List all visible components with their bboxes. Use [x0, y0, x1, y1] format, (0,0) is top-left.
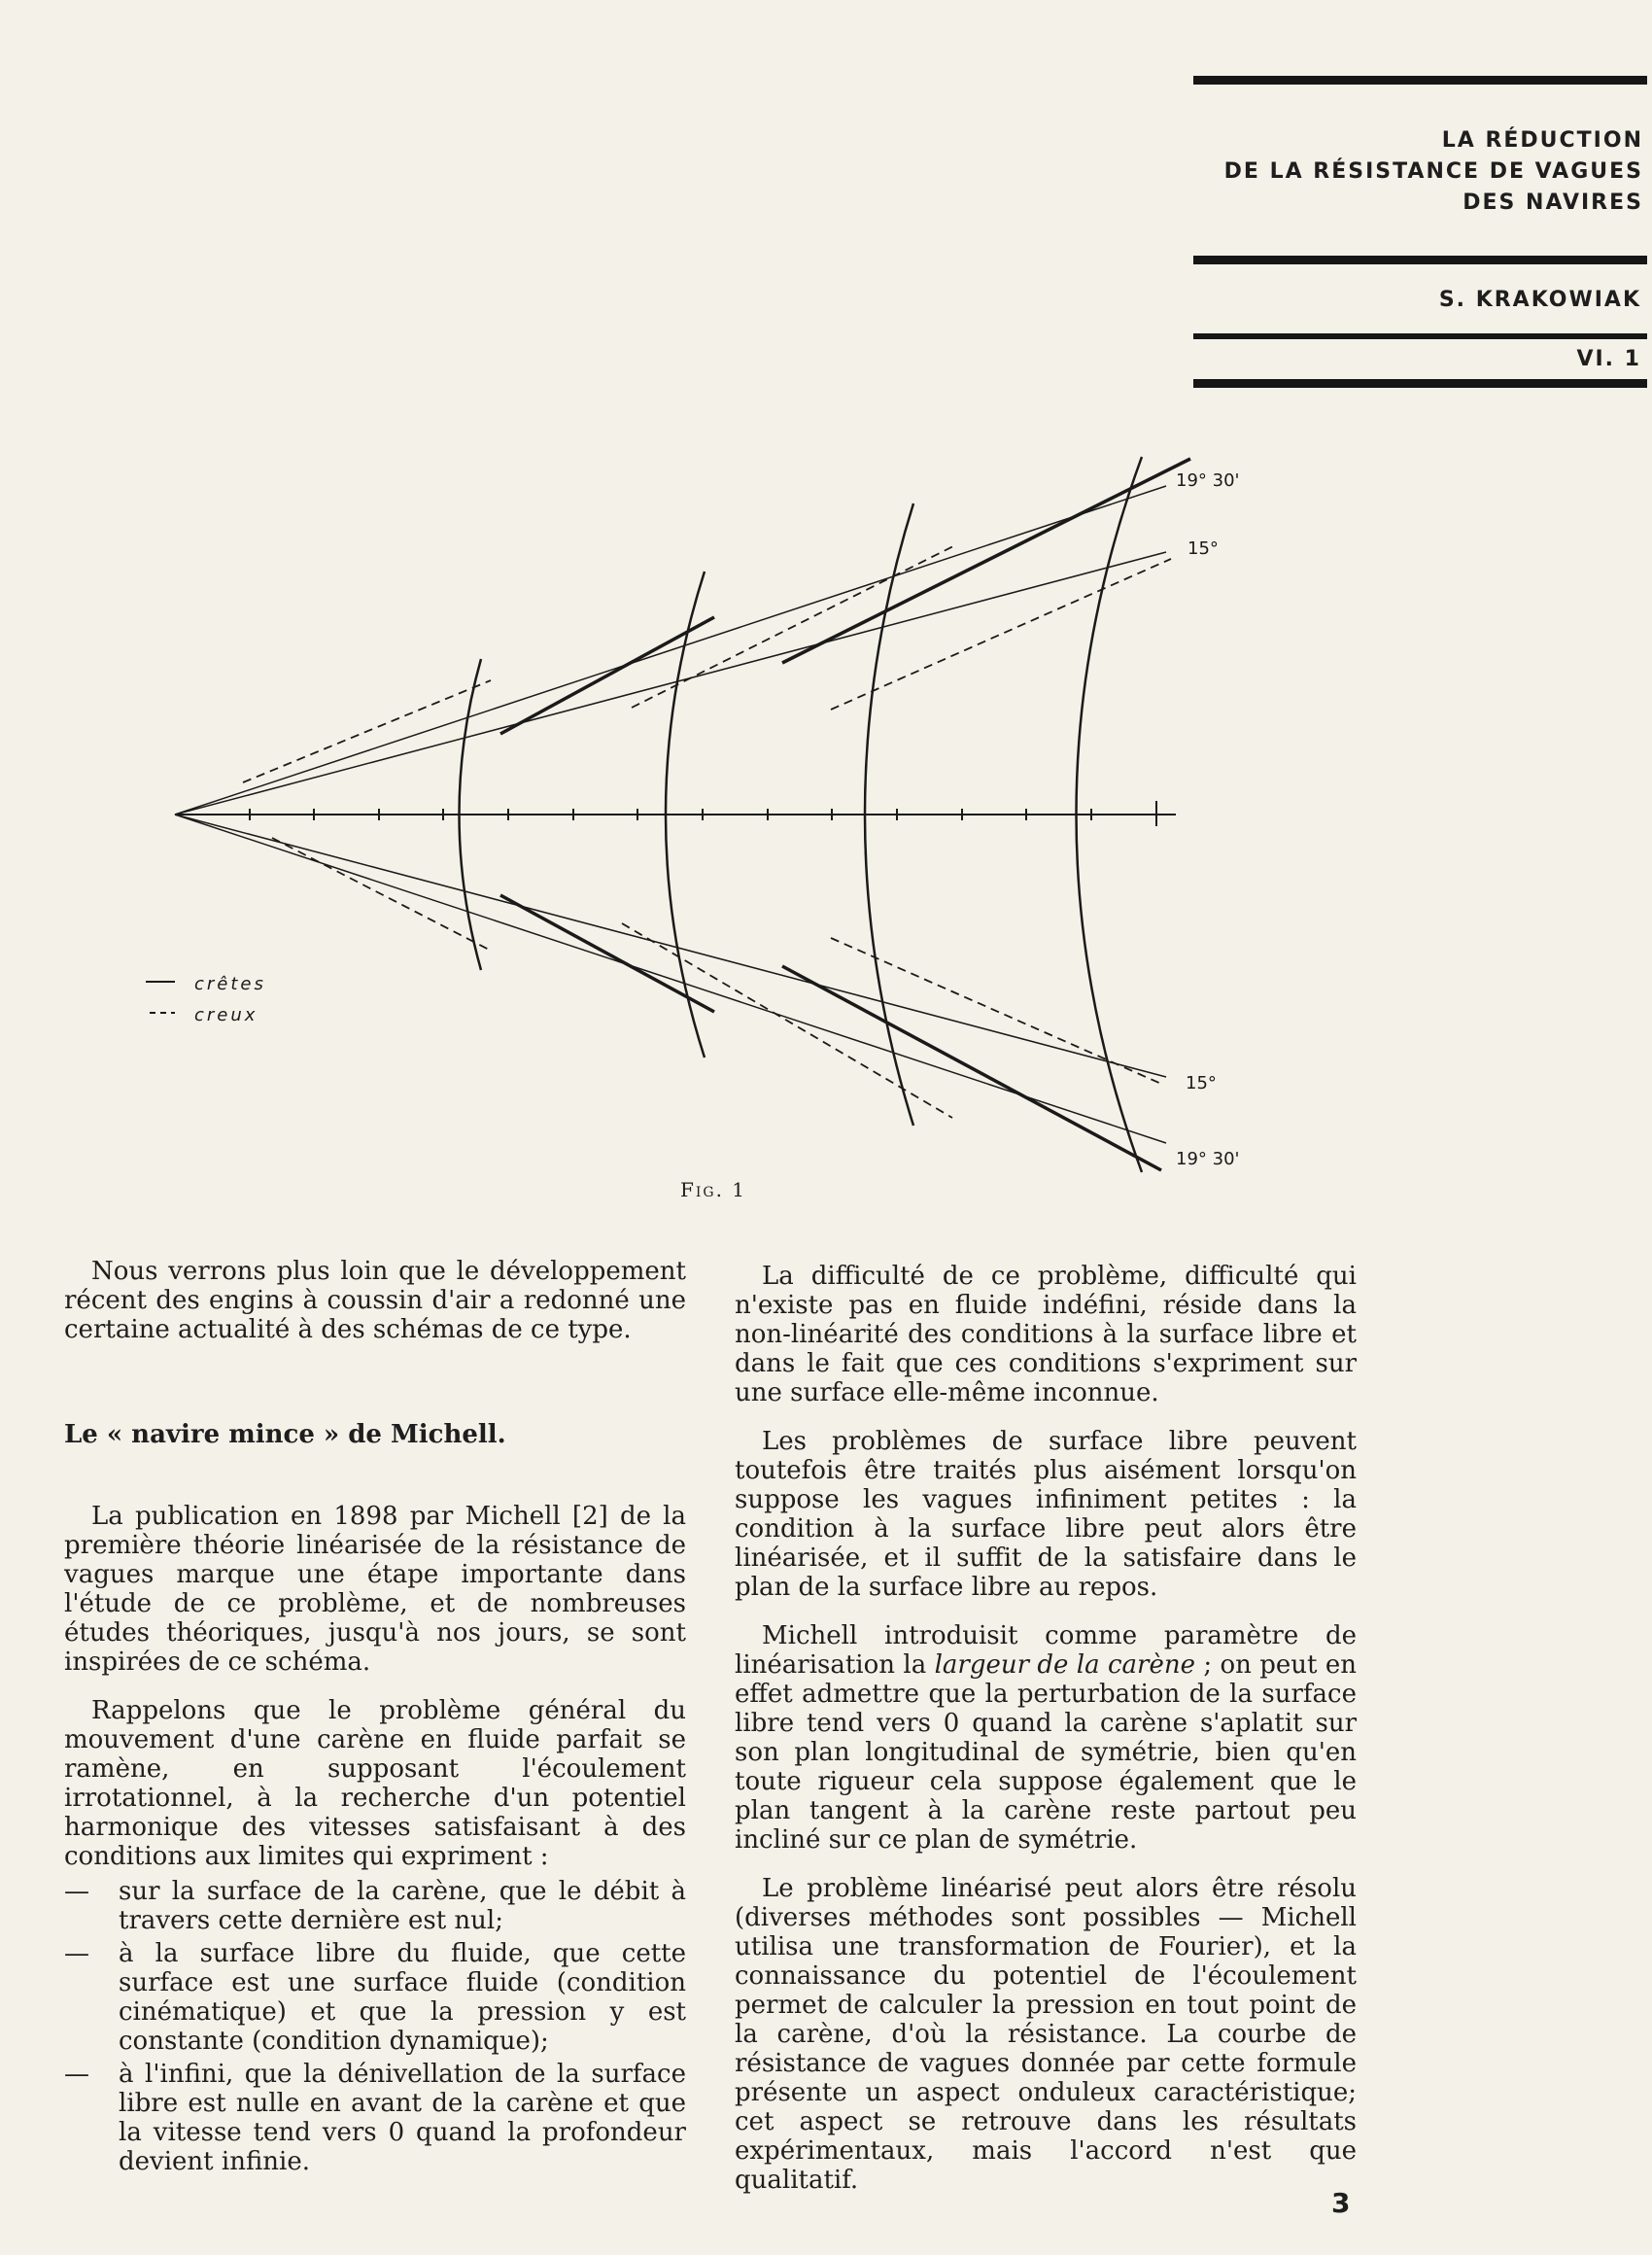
section-reference: VI. 1	[1576, 347, 1641, 371]
body-paragraph: Rappelons que le problème général du mouvement d'une carène en fluide parfait se ramène, en supposant l'écoulement irrotationnel, à la recherche d'un potentiel harmonique des vitesses satisfaisant à des conditions aux limites qui expriment :	[64, 1696, 686, 1871]
article-title-line: DE LA RÉSISTANCE DE VAGUES	[1223, 159, 1643, 184]
section-heading: Le « navire mince » de Michell.	[64, 1420, 506, 1449]
ray-lower-inner	[175, 815, 1166, 1077]
list-item	[64, 2060, 686, 2176]
header-rule	[1193, 256, 1647, 264]
list-dash: —	[64, 2060, 89, 2089]
list-item	[64, 1939, 686, 2056]
intro-paragraph: Nous verrons plus loin que le développement récent des engins à coussin d'air a redonné une certaine actualité à des schémas de ce type.	[64, 1257, 686, 1344]
header-rule	[1193, 76, 1647, 85]
angle-label-upper-inner: 15°	[1187, 538, 1219, 559]
ray-upper-inner	[175, 552, 1166, 815]
running-header	[1193, 76, 1647, 388]
author-name: S. KRAKOWIAK	[1438, 288, 1641, 312]
angle-label-lower-outer: 19° 30'	[1176, 1149, 1240, 1169]
wave-pattern-figure	[146, 447, 1312, 1196]
paragraph-text: Michell introduisit comme paramètre de linéarisation la	[735, 1621, 1357, 1680]
conditions-list	[64, 1877, 686, 2176]
diverging-crest	[500, 617, 714, 734]
trough-line	[632, 544, 957, 708]
body-paragraph: La difficulté de ce problème, difficulté qui n'existe pas en fluide indéfini, réside dans la non-linéarité des conditions à la surface libre et dans le fait que ces conditions s'expriment sur une surface elle-même inconnue.	[735, 1262, 1357, 1407]
list-item	[64, 1877, 686, 1935]
diverging-crest	[782, 966, 1161, 1170]
list-item-text: à l'infini, que la dénivellation de la surface libre est nulle en avant de la carène et que la vitesse tend vers 0 quand la profondeur devient infinie.	[119, 2060, 686, 2176]
right-column	[735, 1262, 1357, 2214]
list-dash: —	[64, 1877, 89, 1906]
trough-line	[243, 680, 491, 782]
legend-solid-label: crêtes	[194, 974, 266, 994]
body-paragraph: Le problème linéarisé peut alors être résolu (diverses méthodes sont possibles — Michell utilisa une transformation de Fourier), et la connaissance du potentiel de l'écoulement permet de calculer la pression en tout point de la carène, d'où la résistance. La courbe de résistance de vagues donnée par cette formule présente un aspect onduleux caractéristique; cet aspect se retrouve dans les résultats expérimentaux, mais l'accord n'est que qualitatif.	[735, 1874, 1357, 2195]
body-paragraph	[735, 1621, 1357, 1855]
body-paragraph: La publication en 1898 par Michell [2] de la première théorie linéarisée de la résistance de vagues marque une étape importante dans l'étude de ce problème, et de nombreuses études théoriques, jusqu'à nos jours, se sont inspirées de ce schéma.	[64, 1502, 686, 1677]
legend-dashed-label: creux	[194, 1005, 258, 1025]
figure-caption: Fig. 1	[680, 1178, 747, 1201]
diverging-crest	[500, 895, 714, 1012]
page-number: 3	[1331, 2187, 1351, 2219]
header-rule	[1193, 379, 1647, 388]
angle-label-upper-outer: 19° 30'	[1176, 470, 1240, 491]
article-title-line: LA RÉDUCTION	[1441, 128, 1643, 153]
list-item-text: sur la surface de la carène, que le débit à travers cette dernière est nul;	[119, 1877, 686, 1935]
article-title-line: DES NAVIRES	[1463, 191, 1643, 215]
trough-line	[622, 923, 952, 1118]
ray-upper-outer	[175, 486, 1166, 815]
article-title	[1193, 85, 1647, 256]
trough-line	[272, 838, 491, 951]
body-paragraph: Les problèmes de surface libre peuvent toutefois être traités plus aisément lorsqu'on suppose les vagues infiniment petites : la condition à la surface libre peut alors être linéarisée, et il suffit de la satisfaire dans le plan de la surface libre au repos.	[735, 1427, 1357, 1602]
list-dash: —	[64, 1939, 89, 1968]
emphasis-text: largeur de la carène	[934, 1650, 1195, 1680]
paragraph-text: ; on peut en effet admettre que la perturbation de la surface libre tend vers 0 quand la carène s'aplatit sur son plan longitudinal de symétrie, bien qu'en toute rigueur cela suppose également que le plan tangent à la carène reste partout peu incliné sur ce plan de symétrie.	[735, 1650, 1357, 1855]
left-column	[64, 1257, 686, 2196]
angle-label-lower-inner: 15°	[1186, 1073, 1217, 1093]
list-item-text: à la surface libre du fluide, que cette surface est une surface fluide (condition cinématique) et que la pression y est constante (condition dynamique);	[119, 1939, 686, 2056]
trough-line	[831, 938, 1161, 1084]
diverging-crest	[782, 459, 1190, 663]
